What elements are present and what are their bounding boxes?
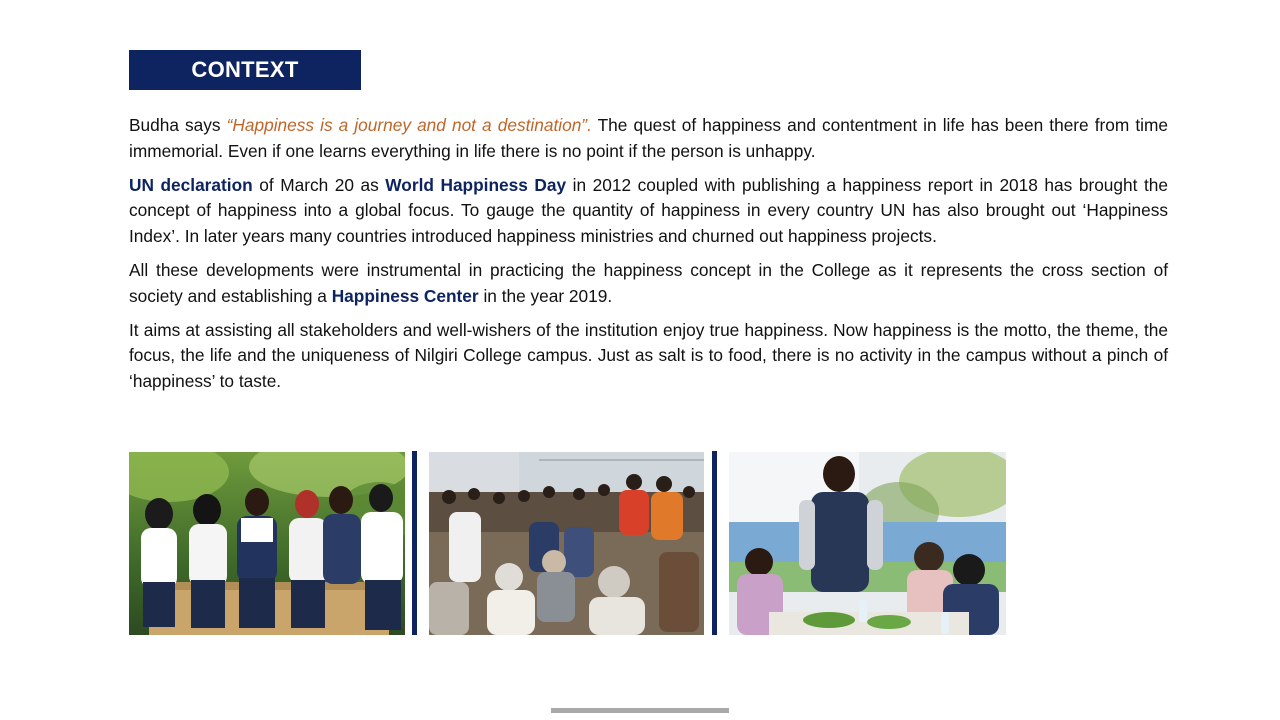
p2-text-1: of March 20 as	[252, 174, 386, 195]
volunteer-serving-photo	[729, 452, 1006, 635]
paragraph-2	[129, 173, 1168, 250]
crowd-gathering-photo	[429, 452, 704, 635]
photo-divider-2	[712, 451, 717, 635]
world-happiness-day-highlight: World Happiness Day	[385, 174, 567, 195]
p3-text-1: All these developments were instrumental in practicing the happiness concept in the College as it represents the cross section of society and establishing a	[129, 259, 1168, 306]
un-declaration-highlight: UN declaration	[129, 174, 253, 195]
p4-text: It aims at assisting all stakeholders and well-wishers of the institution enjoy true happiness. Now happiness is the motto, the theme, the focus, the life and the uniqueness of Nilgiri College campus. Just as salt is to food, there is no activity in the campus without a pinch of ‘happiness’ to taste.	[129, 319, 1168, 392]
paragraph-1	[129, 113, 1168, 165]
paragraph-4	[129, 318, 1168, 395]
photo-divider-1	[412, 451, 417, 635]
paragraph-3	[129, 258, 1168, 310]
happiness-center-highlight: Happiness Center	[331, 285, 479, 306]
p3-text-2: in the year 2019.	[478, 285, 613, 306]
p1-prefix: Budha says	[129, 115, 227, 135]
buddha-quote: “Happiness is a journey and not a destination”.	[226, 115, 592, 135]
scrollbar-indicator[interactable]	[551, 708, 729, 713]
students-sitting-photo	[129, 452, 405, 635]
title-box	[129, 50, 361, 90]
p2-text-2: in 2012 coupled with publishing a happiness report in 2018 has brought the concept of happiness into a global focus. To gauge the quantity of happiness in every country UN has also brought out ‘Happiness Index’. In later years many countries introduced happiness ministries and churned out happiness projects.	[129, 174, 1169, 247]
p1-rest: The quest of happiness and contentment in life has been there from time immemorial. Even if one learns everything in life there is no point if the person is unhappy.	[129, 115, 1169, 161]
body-text	[129, 113, 1168, 403]
page-title: CONTEXT	[191, 57, 299, 82]
